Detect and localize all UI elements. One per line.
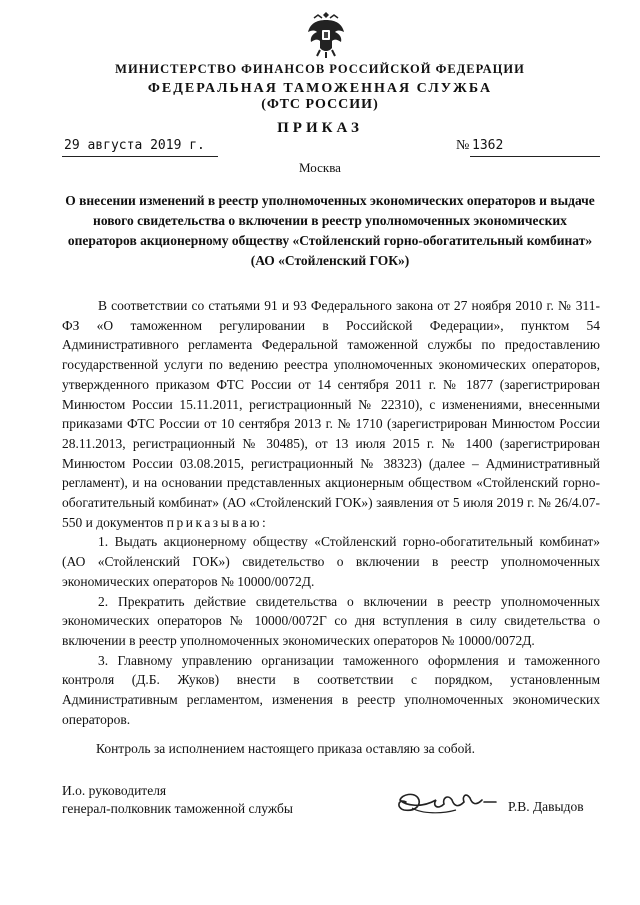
intro-paragraph [62, 296, 600, 532]
document-type: ПРИКАЗ [277, 120, 363, 136]
russian-coat-of-arms-icon [306, 8, 346, 60]
document-body [62, 296, 600, 729]
date-underline [62, 156, 218, 157]
item-3: 3. Главному управлению организации таможенного оформления и таможенного контроля (Д.Б. Жуков) внести в соответствии с порядком, установленным Административным регламентом, изменения в реестр уполномоченных экономических операторов. [62, 652, 600, 727]
handwritten-signature-icon [392, 784, 500, 818]
item-2: 2. Прекратить действие свидетельства о включении в реестр уполномоченных экономических операторов № 10000/0072Г со дня вступления в силу свидетельства о включении в реестр уполномоченных экономических операторов № 10000/0072Д. [62, 593, 600, 648]
intro-text: В соответствии со статьями 91 и 93 Федерального закона от 27 ноября 2010 г. № 311-ФЗ «О таможенном регулировании в Российской Федерации», пунктом 54 Административного регламента Федеральной таможенной службы по предоставлению государственной услуги по ведению реестра уполномоченных экономических операторов, утвержденного приказом ФТС России от 14 сентября 2011 г. № 1877 (зарегистрирован Минюстом России 15.11.2011, регистрационный № 22310), с изменениями, внесенными приказами ФТС России от 10 сентября 2013 г. № 1710 (зарегистрирован Минюстом России 28.11.2013, регистрационный № 30485), от 13 июля 2015 г. № 1400 (зарегистрирован Минюстом России 03.08.2015, регистрационный № 38323) (далее – Административный регламент), и на основании представленных акционерным обществом «Стойленский горно-обогатительный комбинат» (АО «Стойленский ГОК») заявления от 5 июля 2019 г. № 26/4.07-550 и документов [62, 298, 600, 530]
signer-position-line1: И.о. руководителя [62, 783, 167, 798]
signer-position-line2: генерал-полковник таможенной службы [62, 801, 293, 816]
document-title: О внесении изменений в реестр уполномоченных экономических операторов и выдаче нового свидетельства о включении в реестр уполномоченных экономических операторов акционерному обществу «Стойленский горно-обогатительный комбинат» (АО «Стойленский ГОК») [65, 193, 595, 268]
service-abbr: (ФТС РОССИИ) [261, 97, 379, 112]
service-name: ФЕДЕРАЛЬНАЯ ТАМОЖЕННАЯ СЛУЖБА [147, 81, 493, 96]
control-statement: Контроль за исполнением настоящего приказа оставляю за собой. [96, 741, 475, 756]
number-label: № [456, 138, 470, 153]
document-city: Москва [299, 160, 341, 175]
document-date: 29 августа 2019 г. [64, 138, 205, 153]
number-underline [470, 156, 600, 157]
signer-name: Р.В. Давыдов [508, 799, 584, 814]
item-1: 1. Выдать акционерному обществу «Стойленский горно-обогатительный комбинат» (АО «Стойленский ГОК») свидетельство о включении в реестр уполномоченных экономических операторов № 10000/0072Д. [62, 534, 600, 589]
ministry-name: МИНИСТЕРСТВО ФИНАНСОВ РОССИЙСКОЙ ФЕДЕРАЦИИ [115, 62, 525, 76]
order-word: приказываю: [166, 514, 269, 530]
document-number: 1362 [472, 138, 504, 153]
